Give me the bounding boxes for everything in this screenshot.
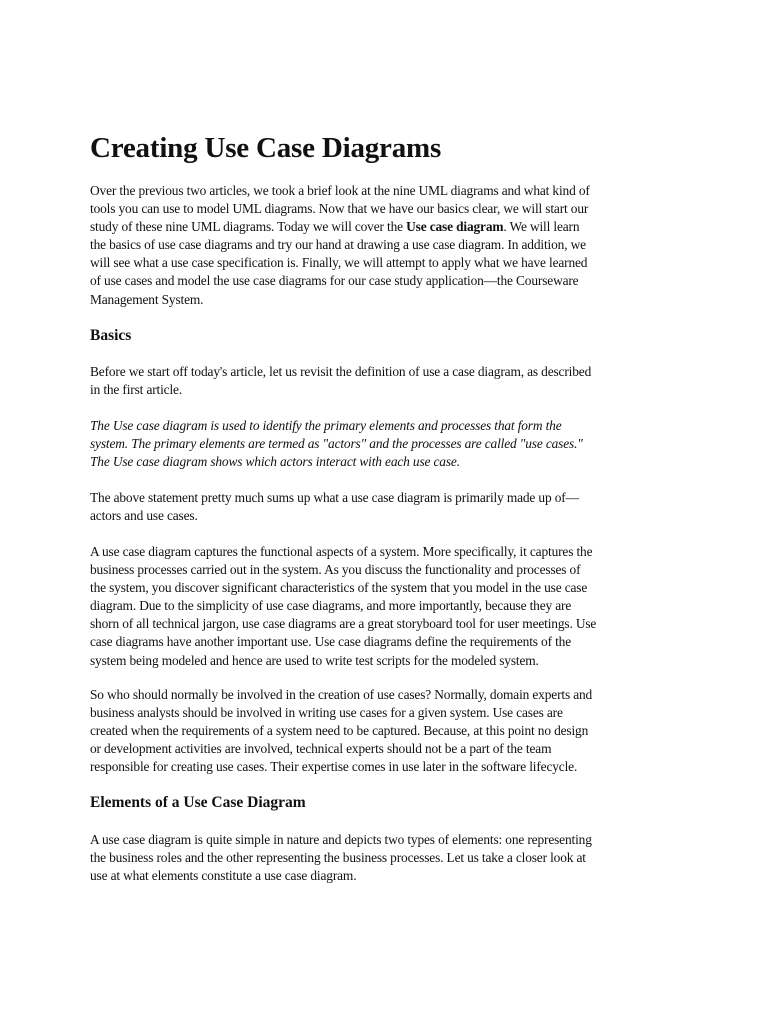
text-line: The Use case diagram shows which actors interact with each use case. [90,454,460,470]
text-line: responsible for creating use cases. Their expertise comes in use later in the software lifecycle. [90,759,578,775]
above-paragraph [90,489,579,525]
text-line: use at what elements constitute a use case diagram. [90,868,357,884]
text-line: The Use case diagram is used to identify the primary elements and processes that form the [90,418,562,433]
text-line: system. The primary elements are termed as "actors" and the processes are called "use cases." [90,436,583,452]
text-line: in the first article. [90,382,183,398]
text-line: of use cases and model the use case diagrams for our case study application—the Courseware [90,273,579,289]
elements-paragraph [90,831,592,885]
text-line: Management System. [90,291,204,307]
text-line: the business roles and the other representing the business processes. Let us take a closer look at [90,850,586,866]
definition-quote [90,417,583,471]
text-line: A use case diagram captures the functional aspects of a system. More specifically, it captures the [90,544,593,559]
text-line: diagram. Due to the simplicity of use case diagrams, and more importantly, because they are [90,598,572,614]
text-line: tools you can use to model UML diagrams. Now that we have our basics clear, we will start our [90,201,589,217]
section-heading-basics: Basics [90,327,132,344]
text-line: Before we start off today's article, let us revisit the definition of use a case diagram, as described [90,364,592,379]
document-page [90,130,680,884]
text-line: the system, you discover significant characteristics of the system that you model in the use case [90,580,588,596]
intro-paragraph [90,182,590,309]
text-line: The above statement pretty much sums up what a use case diagram is primarily made up of— [90,490,579,505]
text-line: or development activities are involved, technical experts should not be a part of the team [90,741,552,757]
page-title: Creating Use Case Diagrams [90,132,442,164]
text-line: system being modeled and hence are used to write test scripts for the modeled system. [90,652,539,668]
text-line: Over the previous two articles, we took a brief look at the nine UML diagrams and what kind of [90,183,590,198]
before-paragraph [90,363,591,399]
text-line: So who should normally be involved in the creation of use cases? Normally, domain experts and [90,687,593,702]
text-line: A use case diagram is quite simple in nature and depicts two types of elements: one representing [90,832,592,847]
text-line: business processes carried out in the system. As you discuss the functionality and processes of [90,562,581,578]
who-paragraph [90,686,592,776]
text-line: actors and use cases. [90,508,198,524]
text-line: created when the requirements of a system need to be captured. Because, at this point no design [90,723,589,739]
captures-paragraph [90,543,596,670]
text-segment: . We will learn [503,219,580,235]
text-line [90,218,590,236]
text-line: will see what a use case specification is. Finally, we will attempt to apply what we have learned [90,255,588,271]
text-segment: study of these nine UML diagrams. Today we will cover the [90,219,407,235]
text-line: business analysts should be involved in writing use cases for a given system. Use cases are [90,705,563,721]
section-heading-elements: Elements of a Use Case Diagram [90,794,306,811]
bold-term: Use case diagram [406,219,504,235]
text-line: shorn of all technical jargon, use case diagrams are a great storyboard tool for user meetings. Use [90,616,597,632]
text-line: case diagrams have another important use. Use case diagrams define the requirements of the [90,634,572,650]
text-line: the basics of use case diagrams and try our hand at drawing a use case diagram. In addition, we [90,237,586,253]
